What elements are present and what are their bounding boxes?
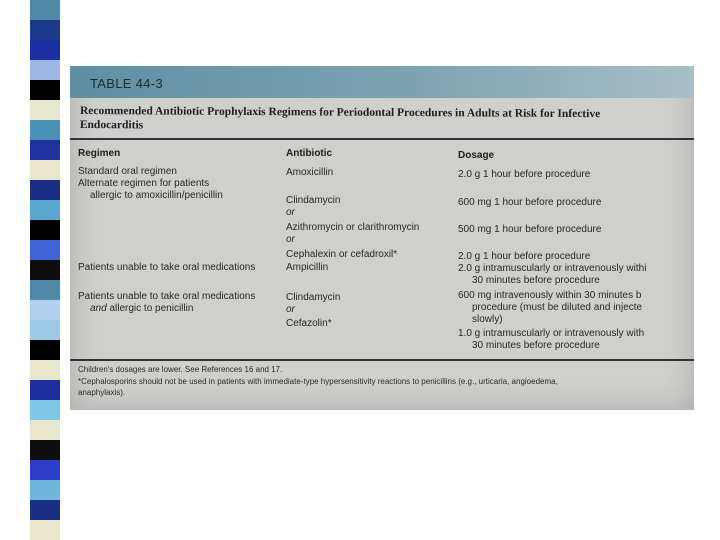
footer-rule <box>70 359 694 361</box>
stripe-segment <box>30 500 60 520</box>
stripe-segment <box>30 60 60 80</box>
antibiotic-or-3: or <box>286 304 295 315</box>
dosage-clindamycin: 600 mg 1 hour before procedure <box>458 197 602 208</box>
regimen-alternate-line-1: Alternate regimen for patients <box>78 178 210 189</box>
stripe-segment <box>30 220 60 240</box>
stripe-segment <box>30 440 60 460</box>
stripe-segment <box>30 80 60 100</box>
regimen-allergic-text: allergic to penicillin <box>106 302 194 314</box>
regimen-alternate <box>78 178 223 201</box>
dosage-azithromycin: 500 mg 1 hour before procedure <box>458 224 602 235</box>
stripe-segment <box>30 320 60 340</box>
stripe-segment <box>30 180 60 200</box>
antibiotic-or-1: or <box>286 207 295 218</box>
stripe-segment <box>30 20 60 40</box>
footnote-children: Children's dosages are lower. See References 16 and 17. <box>78 365 283 374</box>
dosage-cefazolin-line-2: 30 minutes before procedure <box>472 340 600 351</box>
stripe-segment <box>30 200 60 220</box>
stripe-segment <box>30 280 60 300</box>
dosage-clindamycin-iv-line-3: slowly) <box>472 314 503 325</box>
regimen-and-italic: and <box>90 302 107 314</box>
regimen-unable-oral-allergic-line-2 <box>78 303 255 315</box>
dosage-amoxicillin: 2.0 g 1 hour before procedure <box>458 169 591 180</box>
column-header-regimen: Regimen <box>78 148 121 159</box>
stripe-segment <box>30 400 60 420</box>
header-rule <box>70 138 694 140</box>
stripe-segment <box>30 100 60 120</box>
regimen-unable-oral: Patients unable to take oral medications <box>78 262 256 273</box>
column-header-antibiotic: Antibiotic <box>286 148 333 159</box>
antibiotic-amoxicillin: Amoxicillin <box>286 167 334 178</box>
antibiotic-clindamycin-iv: Clindamycin <box>286 292 341 303</box>
antibiotic-clindamycin: Clindamycin <box>286 195 341 206</box>
antibiotic-cephalexin: Cephalexin or cefadroxil* <box>286 249 398 260</box>
regimen-unable-oral-allergic <box>78 291 255 314</box>
dosage-clindamycin-iv-line-2: procedure (must be diluted and injecte <box>472 302 643 313</box>
column-header-dosage: Dosage <box>458 150 495 161</box>
footnote-cephalosporins: *Cephalosporins should not be used in patients with immediate-type hypersensitivity reactions to penicillins (e.g., urticaria, angioedema, <box>78 377 558 386</box>
table-title <box>80 104 680 136</box>
stripe-segment <box>30 240 60 260</box>
dosage-cefazolin-line-1: 1.0 g intramuscularly or intravenously with <box>458 328 645 339</box>
antibiotic-cefazolin: Cefazolin* <box>286 318 332 329</box>
stripe-segment <box>30 420 60 440</box>
stripe-segment <box>30 260 60 280</box>
antibiotic-ampicillin: Ampicillin <box>286 262 329 273</box>
table-photo <box>70 66 694 410</box>
stripe-segment <box>30 360 60 380</box>
stripe-segment <box>30 160 60 180</box>
stripe-segment <box>30 120 60 140</box>
table-banner <box>70 66 694 98</box>
antibiotic-or-2: or <box>286 234 295 245</box>
stripe-segment <box>30 460 60 480</box>
table-title-line-2: Endocarditis <box>79 118 144 132</box>
table-number: TABLE 44-3 <box>90 76 163 91</box>
stripe-segment <box>30 0 60 20</box>
stripe-segment <box>30 520 60 540</box>
regimen-unable-oral-allergic-line-1: Patients unable to take oral medications <box>78 291 256 302</box>
stripe-segment <box>30 380 60 400</box>
dosage-ampicillin-line-2: 30 minutes before procedure <box>472 275 600 286</box>
dosage-cephalexin: 2.0 g 1 hour before procedure <box>458 251 591 262</box>
stripe-segment <box>30 40 60 60</box>
footnote-anaphylaxis: anaphylaxis). <box>78 388 126 397</box>
decorative-stripe <box>30 0 60 540</box>
table-title-line-1: Recommended Antibiotic Prophylaxis Regimens for Periodontal Procedures in Adults at Risk for Infective <box>79 104 601 121</box>
stripe-segment <box>30 480 60 500</box>
regimen-alternate-line-2: allergic to amoxicillin/penicillin <box>90 189 223 201</box>
stripe-segment <box>30 300 60 320</box>
regimen-standard-oral: Standard oral regimen <box>78 166 177 177</box>
stripe-segment <box>30 140 60 160</box>
antibiotic-azithromycin: Azithromycin or clarithromycin <box>286 222 420 233</box>
stripe-segment <box>30 340 60 360</box>
dosage-ampicillin-line-1: 2.0 g intramuscularly or intravenously withi <box>458 263 647 274</box>
dosage-clindamycin-iv-line-1: 600 mg intravenously within 30 minutes b <box>458 290 642 301</box>
